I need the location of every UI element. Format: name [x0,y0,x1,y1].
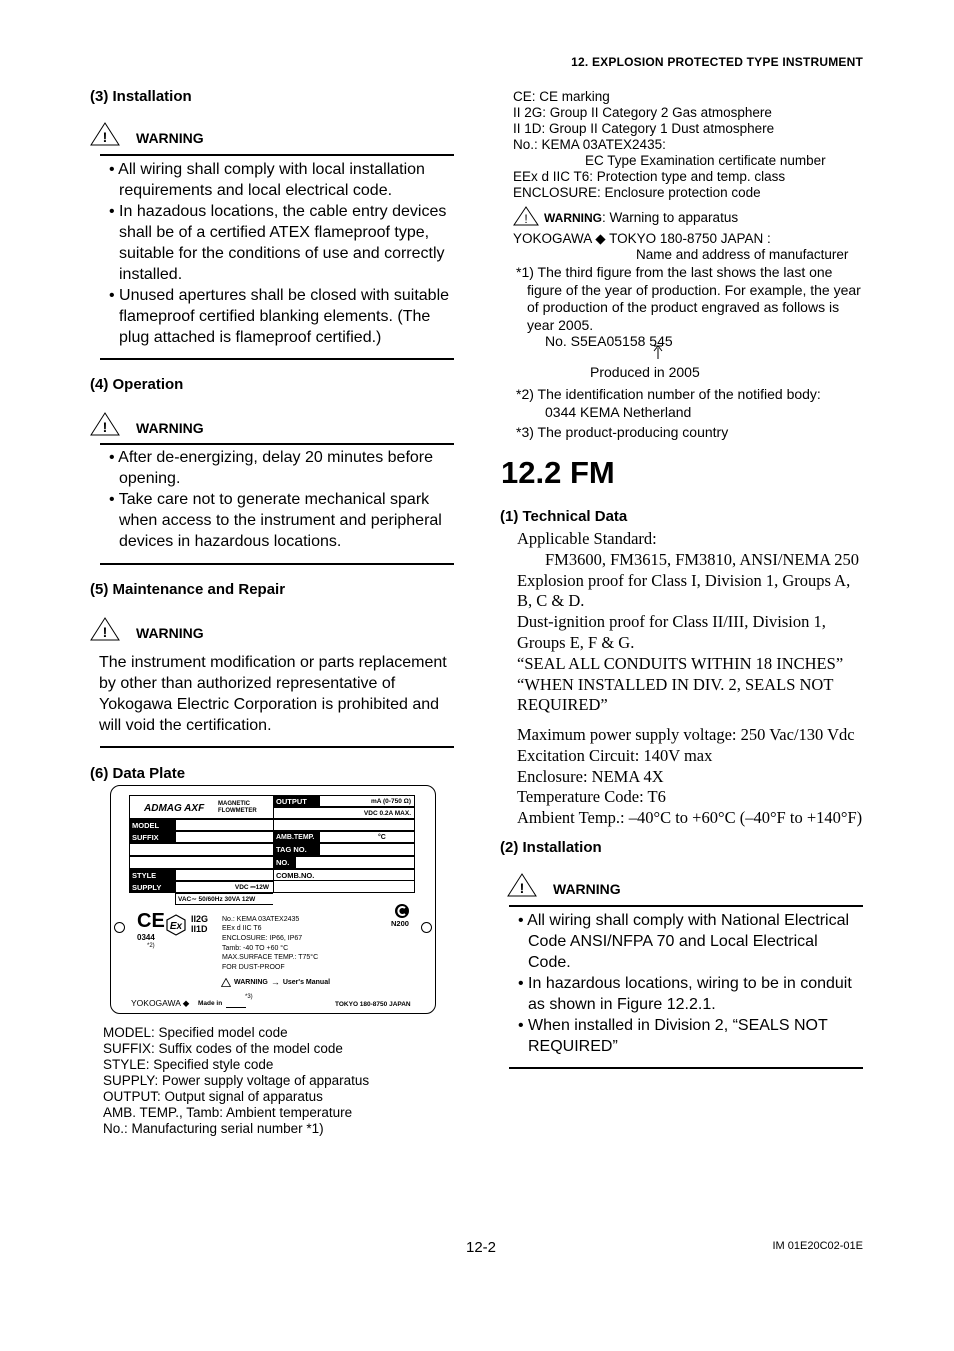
mounting-hole-right [421,922,432,933]
yokogawa-line: YOKOGAWA ◆ TOKYO 180-8750 JAPAN : [513,231,771,246]
plate-tag-label: TAG NO. [273,843,319,856]
plate-frame [129,795,415,1008]
data-plate [110,785,436,1014]
fm-heading: 12.2 FM [501,455,615,490]
produced-in: Produced in 2005 [590,364,700,380]
bullet-item: • When installed in Division 2, “SEALS NOT REQUIRED” [518,1017,828,1055]
ce-mark: CE [137,910,165,932]
warning-label: WARNING [553,881,621,897]
svg-text:!: ! [519,880,525,896]
plate-amb-label: AMB.TEMP. [273,831,319,843]
plate-country-blank [226,1007,246,1008]
plate-suffix-label: SUFFIX [129,831,175,843]
legend-item-indent: EC Type Examination certificate number [585,153,826,168]
plate-comb: COMB.NO. [273,869,415,881]
legend-item: No.: KEMA 03ATEX2435: [513,137,666,152]
plate-output-label: OUTPUT [273,795,319,807]
legend-item: II 1D: Group II Category 1 Dust atmosphere [513,121,775,136]
plate-ma: mA (0-750 Ω) [319,795,415,807]
tech-line: Excitation Circuit: 140V max [517,745,713,765]
installation-bullets [100,159,454,348]
legend-warning [513,206,738,226]
tech-data-block-2 [517,725,867,829]
plate-warning-label: WARNING [234,978,268,986]
plate-made-in: Made in [198,1000,223,1007]
warning-label: WARNING [136,420,204,436]
group-1d: II1D [191,924,208,934]
maintenance-warning [90,617,454,641]
tech-line: Applicable Standard: [517,529,657,548]
legend-item: AMB. TEMP., Tamb: Ambient temperature [103,1105,353,1120]
plate-vac: VAC∼ 50/60Hz 30VA 12W [175,893,273,905]
plate-warning-manual [221,977,330,987]
plate-max-temp: MAX.SURFACE TEMP.: T75°C [222,954,319,961]
legend-item: EEx d IIC T6: Protection type and temp. class [513,169,786,184]
warning-rule-bottom [100,563,454,565]
note-3: *3) The product-producing country [516,424,729,440]
plate-legend-top [513,89,863,201]
plate-brand-cell [129,795,273,819]
tech-line: Ambient Temp.: –40°C to +60°C (–40°F to +140°F) [517,808,863,828]
warning-label: WARNING [136,130,204,146]
tech-line: “WHEN INSTALLED IN DIV. 2, SEALS NOT REQUIRED” [517,674,834,715]
legend-item: SUFFIX: Suffix codes of the model code [103,1041,343,1056]
ex-mark: Ex [169,921,183,932]
warning-triangle-icon [507,873,537,897]
bullet-item: • In hazadous locations, the cable entry devices shall be of a certified ATEX flameproof type, suitable for the conditions of use and correctly installed. [109,203,447,283]
plate-tag-value [319,843,415,856]
operation-warning [90,412,454,436]
group-2g: II2G [191,914,209,924]
plate-users-manual: User's Manual [282,978,331,986]
note-2-ref: *2) [147,943,155,949]
brand-logo: ADMAG AXF [144,803,205,814]
plate-deg-c: °C [319,831,415,843]
bullet-item: • All wiring shall comply with local installation requirements and local electrical code. [109,161,425,199]
tech-line: Dust-ignition proof for Class II/III, Division 1, Groups E, F & G. [517,612,826,652]
data-plate-title: (6) Data Plate [90,765,186,782]
page-number: 12-2 [466,1239,497,1256]
plate-blank [129,856,273,869]
legend-warning-label: WARNING [544,211,602,225]
fm-installation-title: (2) Installation [500,839,602,856]
plate-no-label: NO. [273,856,295,869]
warning-rule-bottom [100,746,454,748]
plate-eex: EEx d IIC T6 [222,925,262,932]
svg-text:!: ! [524,212,528,226]
plate-enclosure: ENCLOSURE: IP66, IP67 [222,935,303,942]
legend-item: ENCLOSURE: Enclosure protection code [513,185,761,200]
arrow-up-icon [653,345,663,359]
tech-line: FM3600, FM3615, FM3810, ANSI/NEMA 250 [545,549,860,569]
svg-text:!: ! [102,419,108,435]
tech-line: “SEAL ALL CONDUITS WITHIN 18 INCHES” [517,653,844,673]
tech-data-block [517,529,867,716]
operation-bullets [100,447,454,552]
bullet-item: • After de-energizing, delay 20 minutes before opening. [109,449,434,487]
c-tick-icon [394,903,410,919]
plate-tokyo: TOKYO 180-8750 JAPAN [335,1001,411,1008]
plate-dust: FOR DUST-PROOF [222,964,285,971]
bullet-item: • Unused apertures shall be closed with suitable flameproof certified blanking elements. (The plug attached is flameproof certified.) [109,287,450,346]
notified-body-no: 0344 [137,933,155,942]
plate-style-label: STYLE [129,869,175,881]
legend-item: II 2G: Group II Category 2 Gas atmosphere [513,105,772,120]
bullet-item: • All wiring shall comply with National Electrical Code ANSI/NFPA 70 and Local Electrical Code. [518,912,850,971]
plate-legend [103,1025,463,1137]
plate-model-value [175,819,273,831]
legend-item: CE: CE marking [513,89,610,104]
maintenance-text: The instrument modification or parts replacement by other than authorized representative of Yokogawa Electric Corporation is prohibited and will void the certification. [99,654,447,734]
plate-comb-value [273,881,415,893]
tech-line: Enclosure: NEMA 4X [517,766,664,786]
bullet-item: • Take care not to generate mechanical spark when access to the instrument and peripheral devices in hazardous locations. [109,491,442,550]
plate-suffix-value [175,831,273,843]
warning-rule-bottom [100,358,454,360]
warning-rule-top [100,154,454,156]
plate-yokogawa: YOKOGAWA ◆ [131,998,190,1008]
legend-item: SUPPLY: Power supply voltage of apparatus [103,1073,370,1088]
warning-triangle-icon [90,617,120,641]
legend-warning-desc: : Warning to apparatus [602,210,739,225]
legend-item: MODEL: Specified model code [103,1025,288,1040]
warning-label: WARNING [136,625,204,641]
document-id: IM 01E20C02-01E [772,1240,863,1252]
tech-line: Maximum power supply voltage: 250 Vac/130 Vdc [517,725,855,744]
warning-triangle-icon [90,122,120,146]
note-2: *2) The identification number of the notified body: [516,386,821,402]
plate-no-value [295,856,415,869]
svg-text:!: ! [102,624,108,640]
bullet-item: • In hazardous locations, wiring to be in conduit as shown in Figure 12.2.1. [518,975,852,1013]
note-1: *1) The third figure from the last shows the last one figure of the year of production. For example, the year of production of the product engraved as follows is year 2005. [516,264,861,333]
ex-hexagon-icon [165,914,187,936]
tech-line: Temperature Code: T6 [517,787,666,807]
note-3-ref: *3) [245,994,253,1000]
installation-warning [90,122,454,146]
plate-suffix-cont [129,843,273,856]
warning-triangle-icon [221,978,231,987]
tech-line: Explosion proof for Class I, Division 1, Groups A, B, C & D. [517,570,851,611]
plate-supply-label: SUPPLY [129,881,175,893]
name-address: Name and address of manufacturer [636,247,849,262]
tech-data-title: (1) Technical Data [500,508,628,525]
note-2-value: 0344 KEMA Netherland [545,404,692,420]
plate-n200: N200 [391,919,409,928]
plate-blank-r1 [273,819,415,831]
warning-triangle-icon [90,412,120,436]
fm-installation-bullets [509,910,863,1057]
installation-title: (3) Installation [90,88,192,105]
warning-rule-bottom [509,1067,863,1069]
running-header: 12. EXPLOSION PROTECTED TYPE INSTRUMENT [571,55,863,69]
legend-item: OUTPUT: Output signal of apparatus [103,1089,323,1104]
legend-item: No.: Manufacturing serial number *1) [103,1121,324,1136]
maintenance-title: (5) Maintenance and Repair [90,581,286,598]
legend-item: STYLE: Specified style code [103,1057,274,1072]
mounting-hole-left [114,922,125,933]
serial-example: No. S5EA05158 545 [545,333,673,349]
plate-style-value [175,869,273,881]
plate-tamb: Tamb: -40 TO +60 °C [222,945,289,952]
plate-vdc-max: VDC 0.2A MAX. [273,807,415,819]
plate-type-2: FLOWMETER [218,808,257,814]
plate-cert-no: No.: KEMA 03ATEX2435 [222,916,300,923]
fm-installation-warning [507,873,621,897]
plate-model-label: MODEL [129,819,175,831]
plate-vdc: VDC ⎓12W [175,881,273,893]
warning-rule-top [100,443,454,445]
operation-title: (4) Operation [90,376,184,393]
plate-type-1: MAGNETIC [218,801,250,807]
arrow-right-icon: → [270,977,280,987]
warning-triangle-icon [513,206,539,226]
warning-rule-top [509,905,863,907]
svg-text:!: ! [102,129,108,145]
